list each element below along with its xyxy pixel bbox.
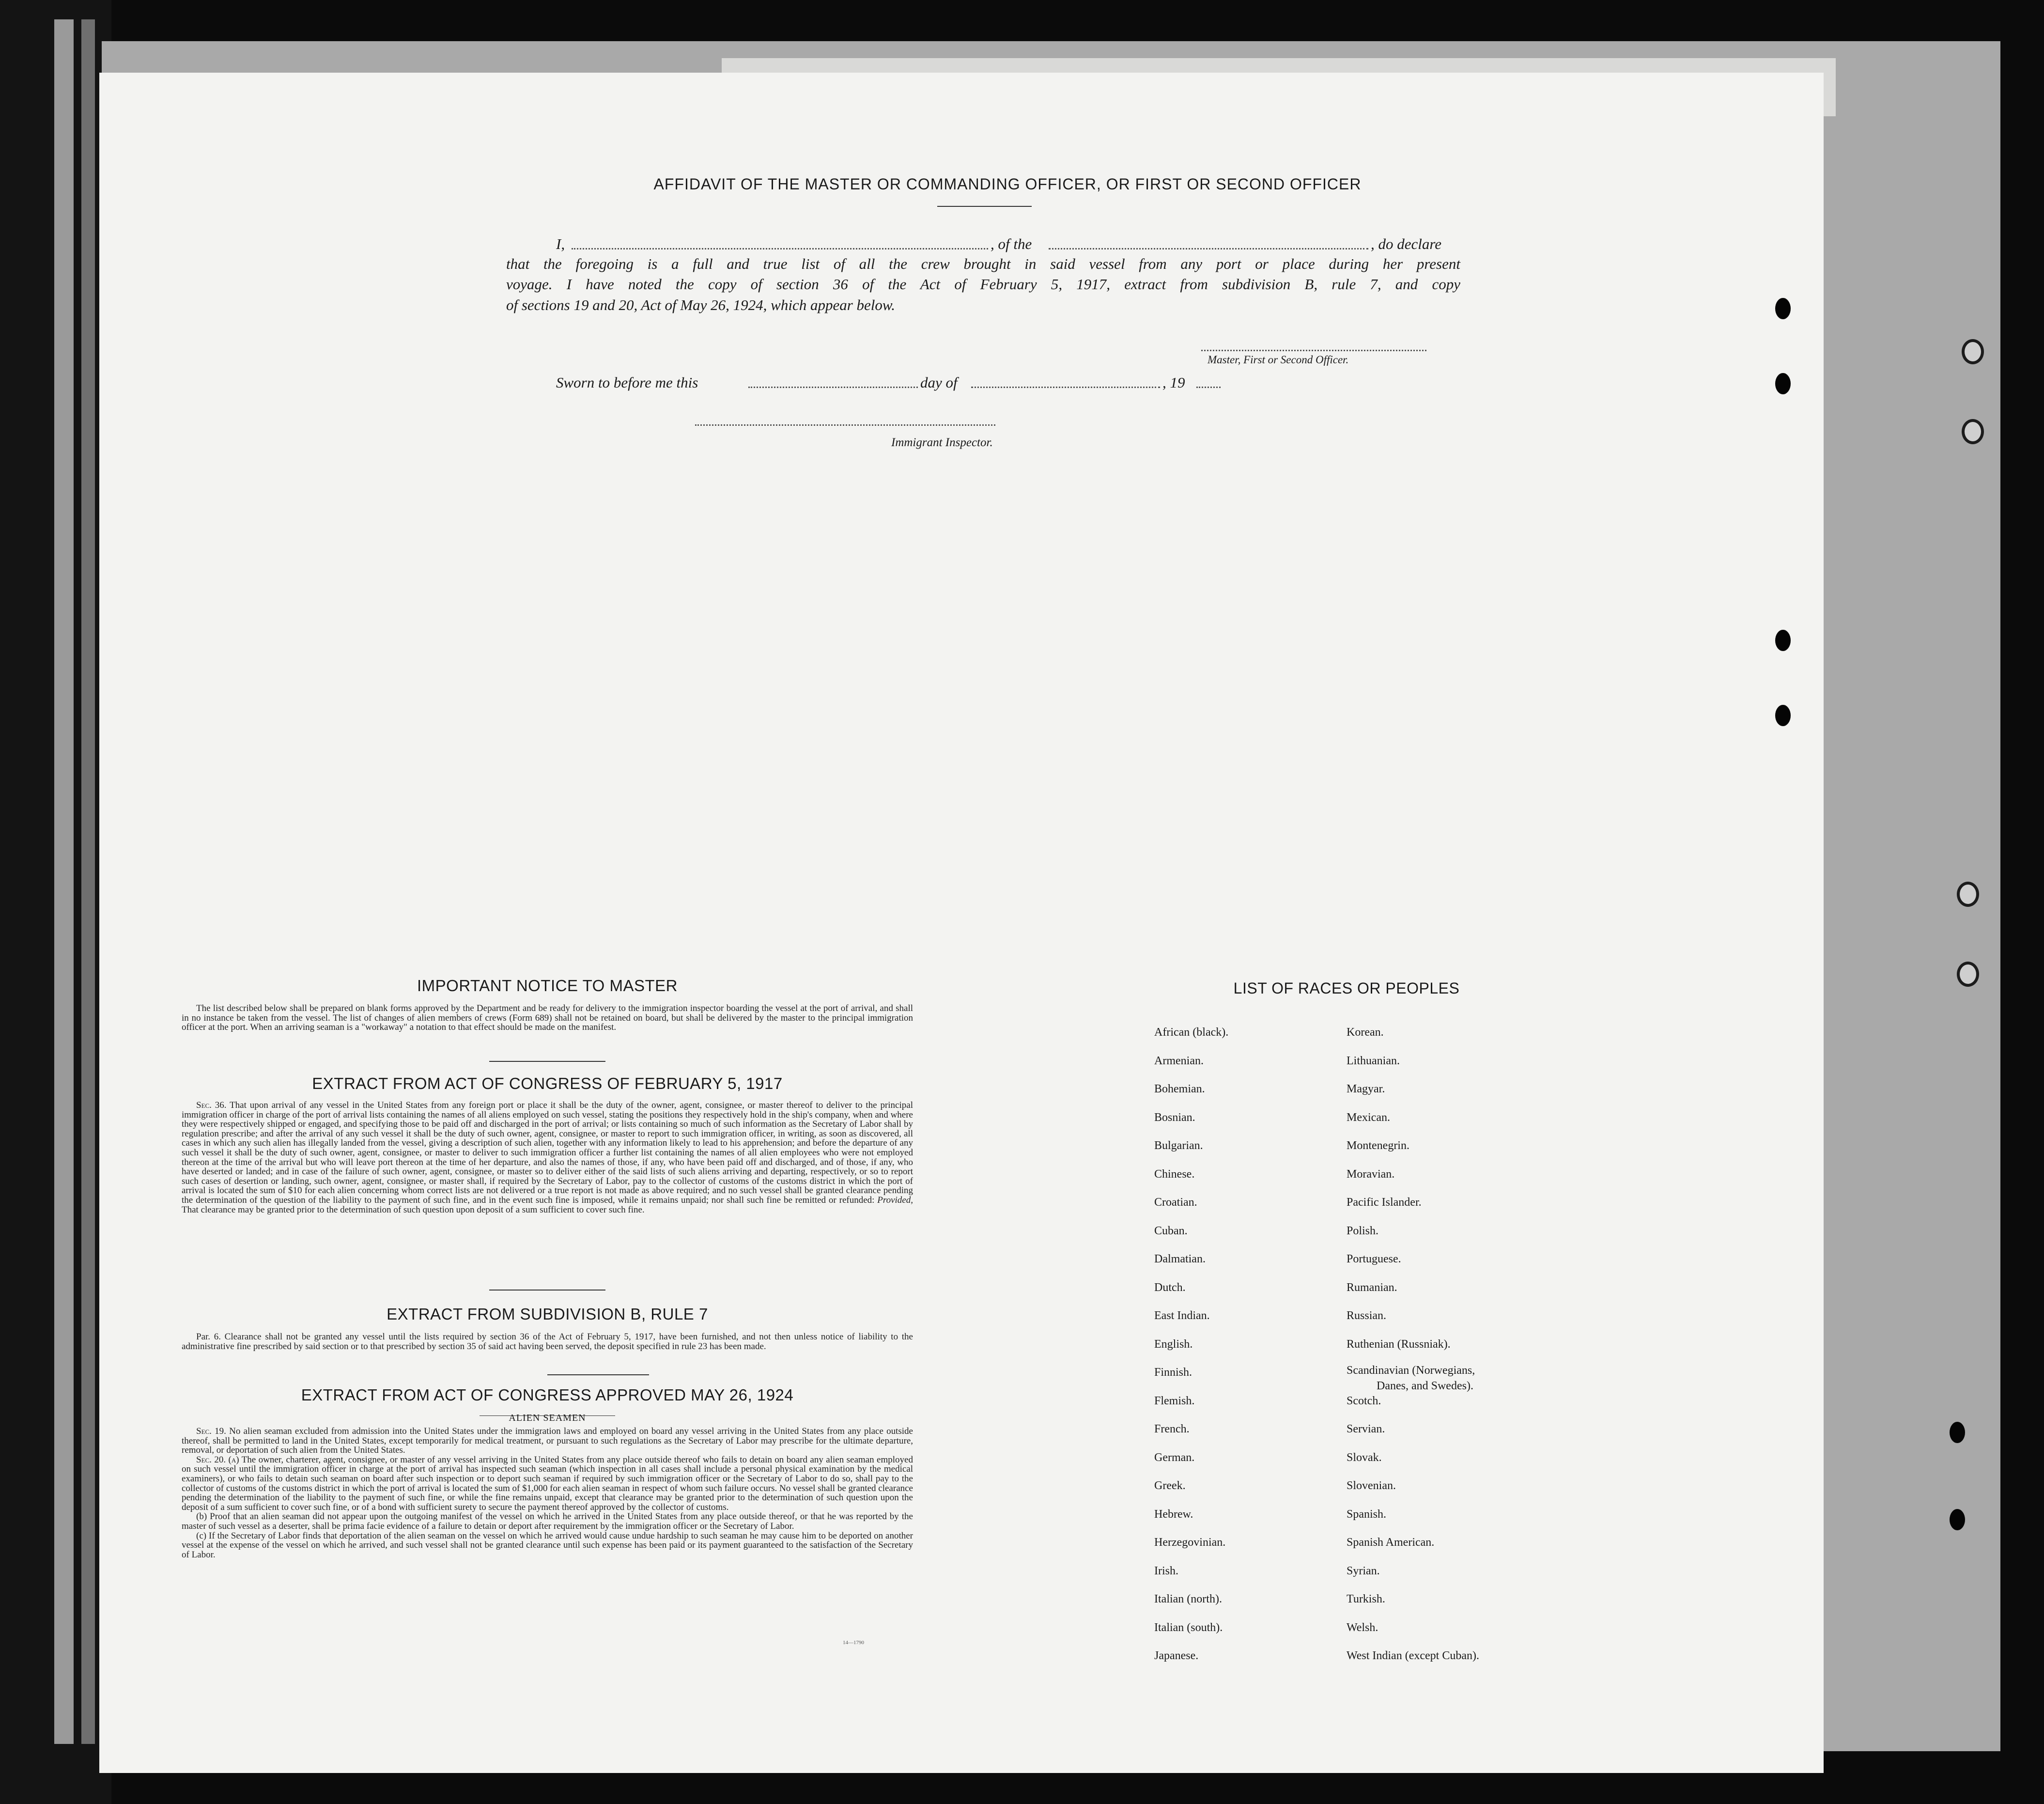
extract-1924-title: EXTRACT FROM ACT OF CONGRESS APPROVED MAY 26, 1924 (301, 1386, 794, 1404)
sworn-label: Sworn to before me this (556, 374, 698, 391)
sec-19-body: No alien seaman excluded from admission into the United States under the immigration laws and employed on board any vessel arriving in the United States from any place outside thereof, shall be permitted to land in the United States, except temporarily for medical treatment, or pursuant to such regulations as the Secretary of Labor may prescribe for the ultimate departure, removal, or deportation of such alien from the United States. (182, 1426, 913, 1456)
race-item: Syrian. (1347, 1564, 1380, 1577)
i-label: I, (556, 235, 565, 252)
year-label: , 19 (1162, 374, 1185, 391)
master-signature-line (1201, 350, 1426, 351)
race-item: Finnish. (1154, 1366, 1192, 1379)
month-blank (971, 387, 1160, 388)
declaration-line: that the foregoing is a full and true list of all the crew brought in said vessel from any port or place during her present (506, 255, 1460, 272)
race-item: West Indian (except Cuban). (1347, 1649, 1479, 1662)
punch-hole (1775, 298, 1791, 319)
race-item: Magyar. (1347, 1083, 1385, 1095)
year-blank (1196, 387, 1221, 388)
race-item: Bulgarian. (1154, 1139, 1203, 1152)
race-item: English. (1154, 1337, 1193, 1351)
race-item: Rumanian. (1347, 1281, 1397, 1294)
race-item: Bohemian. (1154, 1083, 1205, 1095)
inspector-label: Immigrant Inspector. (891, 436, 993, 449)
race-item: Russian. (1347, 1309, 1387, 1322)
sec-20-body: The owner, charterer, agent, consignee, or master of any vessel arriving in the United States from any place outside thereof who fails to detain on board any alien seaman employed on such vessel until the immigration officer in charge at the port of arrival has inspected such seaman (which inspection in all cases shall include a personal physical examination by the medical examiners), or who fails to detain such seaman on board after such inspection or to deport such seaman if required by such immigration officer or the Secretary of Labor to do so, shall pay to the collector of customs of the customs district in which the port of arrival is located the sum of $1,000 for each alien seaman in respect of whom such failure occurs. No vessel shall be granted clearance pending the determination of the liability to the payment of such fine, or while the fine remains unpaid, except that clearance may be granted prior to the determination of such question upon the deposit of a sum sufficient to cover such fine, or of a bond with sufficient surety to secure the payment thereof approved by the collector of customs. (182, 1454, 913, 1512)
race-item: Slovenian. (1347, 1479, 1396, 1492)
name-blank (572, 248, 988, 249)
sec-20-b: (b) Proof that an alien seaman did not appear upon the outgoing manifest of the vessel on which he arrived in the United States from any place outside thereof, or that he was reported by the master of such vessel as a deserter, shall be prima facie evidence of a failure to detain or deport after requirement by the immigration officer or the Secretary of Labor. (182, 1511, 913, 1531)
race-item: French. (1154, 1423, 1190, 1435)
race-item: Spanish. (1347, 1508, 1387, 1521)
binder-ring (1962, 339, 1984, 364)
race-item: Moravian. (1347, 1167, 1395, 1181)
race-item: Polish. (1347, 1224, 1379, 1237)
binder-ring (1957, 962, 1979, 987)
race-item: Danes, and Swedes). (1377, 1380, 1473, 1392)
binder-ring (1962, 419, 1984, 444)
of-the-label: , of the (991, 235, 1032, 252)
race-item: Pacific Islander. (1347, 1196, 1422, 1209)
section-divider (547, 1374, 649, 1375)
race-item: Scandinavian (Norwegians, (1347, 1364, 1475, 1377)
race-item: Italian (south). (1154, 1621, 1223, 1634)
sec-20-c: (c) If the Secretary of Labor finds that deportation of the alien seaman on the vessel on which he arrived would cause undue hardship to such seaman he may cause him to be deported on another vessel at the expense of the vessel on which he arrived, and such vessel shall not be granted clearance until such expense has been paid or its payment guaranteed to the satisfaction of the Secretary of Labor. (182, 1530, 913, 1560)
sec-20-label: Sec. 20. (a) (196, 1454, 239, 1465)
declaration-line: voyage. I have noted the copy of section 36 of the Act of February 5, 1917, extract from subdivision B, rule 7, and copy (506, 276, 1460, 293)
races-title: LIST OF RACES OR PEOPLES (1233, 980, 1460, 997)
race-item: Montenegrin. (1347, 1139, 1409, 1152)
race-item: Ruthenian (Russniak). (1347, 1337, 1451, 1351)
race-item: Dalmatian. (1154, 1253, 1206, 1265)
sec-36-body: That upon arrival of any vessel in the United States from any foreign port or place it shall be the duty of the owner, agent, consignee, or master thereof to deliver to the principal immigration officer in charge of the port of arrival lists containing the names of all aliens employed on such vessel, stating the positions they respectively hold in the ship's company, when and where they were respectively shipped or engaged, and specifying those to be paid off and discharged in the port of arrival; or lists containing so much of such information as the Secretary of Labor shall by regulation prescribe; and after the arrival of any such vessel it shall be the duty of such owner, agent, consignee, or master to report to such immigration officer, in writing, as soon as discovered, all cases in which any such alien has illegally landed from the vessel, giving a description of such alien, together with any information likely to lead to his apprehension; and before the departure of any such vessel it shall be the duty of such owner, agent, consignee, or master to deliver to such immigration officer a further list containing the names of all alien employees who were not employed thereon at the time of the arrival but who will leave port thereon at the time of her departure, and also the names of those, if any, who have been paid off and discharged, and of those, if any, who have deserted or landed; and in case of the failure of such owner, agent, consignee, or master so to deliver either of the said lists of such aliens arriving and departing, respectively, or so to report such cases of desertion or landing, such owner, agent, consignee, or master shall, if required by the Secretary of Labor, pay to the collector of customs of the customs district in which the port of arrival is located the sum of $10 for each alien concerning whom correct lists are not delivered or a true report is not made as above required; and no such vessel shall be granted clearance pending the determination of the question of the liability to the payment of such fine, and in the event such fine is imposed, while it remains unpaid; nor shall such fine be remitted or refunded: (182, 1100, 913, 1205)
sec-36-label: Sec. 36. (196, 1100, 227, 1110)
notice-title: IMPORTANT NOTICE TO MASTER (417, 977, 678, 995)
alien-seamen-subtitle: ALIEN SEAMEN (509, 1413, 586, 1423)
binder-strip (54, 19, 74, 1744)
binder-strip (81, 19, 95, 1744)
punch-hole (1950, 1422, 1965, 1443)
affidavit-title: AFFIDAVIT OF THE MASTER OR COMMANDING OFFICER, OR FIRST OR SECOND OFFICER (653, 175, 1362, 193)
race-item: Herzegovinian. (1154, 1536, 1226, 1549)
vessel-blank (1049, 248, 1368, 249)
race-item: Mexican. (1347, 1111, 1390, 1124)
race-item: Irish. (1154, 1564, 1178, 1577)
extract-1917-text (182, 1101, 913, 1214)
race-item: African (black). (1154, 1026, 1229, 1039)
race-item: Welsh. (1347, 1621, 1378, 1634)
form-number: 14—1790 (843, 1640, 864, 1646)
race-item: Armenian. (1154, 1054, 1204, 1067)
declaration-line: of sections 19 and 20, Act of May 26, 1924, which appear below. (506, 296, 896, 313)
race-item: Japanese. (1154, 1649, 1199, 1662)
punch-hole (1950, 1509, 1965, 1530)
punch-hole (1775, 373, 1791, 394)
race-item: Spanish American. (1347, 1536, 1435, 1549)
race-item: Flemish. (1154, 1394, 1195, 1407)
race-item: Servian. (1347, 1423, 1385, 1435)
day-blank (748, 387, 918, 388)
race-item: Slovak. (1347, 1451, 1382, 1464)
do-declare-label: , do declare (1371, 235, 1442, 252)
extract-1924-text (182, 1427, 913, 1559)
race-item: Turkish. (1347, 1593, 1385, 1605)
race-item: Greek. (1154, 1479, 1186, 1492)
race-item: Korean. (1347, 1026, 1384, 1039)
race-item: Cuban. (1154, 1224, 1188, 1237)
extract-rule7-title: EXTRACT FROM SUBDIVISION B, RULE 7 (387, 1305, 708, 1323)
punch-hole (1775, 705, 1791, 726)
race-item: German. (1154, 1451, 1195, 1464)
race-item: Bosnian. (1154, 1111, 1195, 1124)
race-item: Hebrew. (1154, 1508, 1193, 1521)
section-divider (489, 1061, 605, 1062)
race-item: Croatian. (1154, 1196, 1197, 1209)
extract-rule7-text: Par. 6. Clearance shall not be granted any vessel until the lists required by section 36 of the Act of February 5, 1917, have been furnished, and not then unless notice of liability to the administrative fine prescribed by said section or to that prescribed by section 35 of said act having been served, the deposit specified in rule 23 has been made. (182, 1332, 913, 1352)
race-item: Chinese. (1154, 1167, 1195, 1181)
race-item: East Indian. (1154, 1309, 1210, 1322)
binder-ring (1957, 882, 1979, 907)
race-item: Portuguese. (1347, 1253, 1401, 1265)
inspector-signature-line (695, 424, 995, 426)
punch-hole (1775, 630, 1791, 651)
race-item: Scotch. (1347, 1394, 1381, 1407)
section-divider (489, 1290, 605, 1291)
sec-19-label: Sec. 19. (196, 1426, 226, 1436)
proviso-label: Provided, (877, 1195, 913, 1205)
race-item: Lithuanian. (1347, 1054, 1400, 1067)
title-divider (937, 206, 1032, 207)
race-item: Italian (north). (1154, 1593, 1222, 1605)
day-of-label: day of (920, 374, 958, 391)
notice-text: The list described below shall be prepared on blank forms approved by the Department and be ready for delivery to the immigration inspector boarding the vessel at the port of arrival, and shall in no instance be taken from the vessel. The list of changes of alien members of crews (Form 689) shall not be retained on board, but shall be delivered by the master to the principal immigration officer at the port. When an arriving seaman is a "workaway" a notation to that effect should be made on the manifest. (182, 1003, 913, 1033)
extract-1917-title: EXTRACT FROM ACT OF CONGRESS OF FEBRUARY 5, 1917 (312, 1074, 783, 1092)
race-item: Dutch. (1154, 1281, 1186, 1294)
proviso-text: That clearance may be granted prior to the determination of such question upon deposit of a sum sufficient to cover such fine. (182, 1204, 645, 1215)
master-signature-label: Master, First or Second Officer. (1208, 354, 1349, 366)
